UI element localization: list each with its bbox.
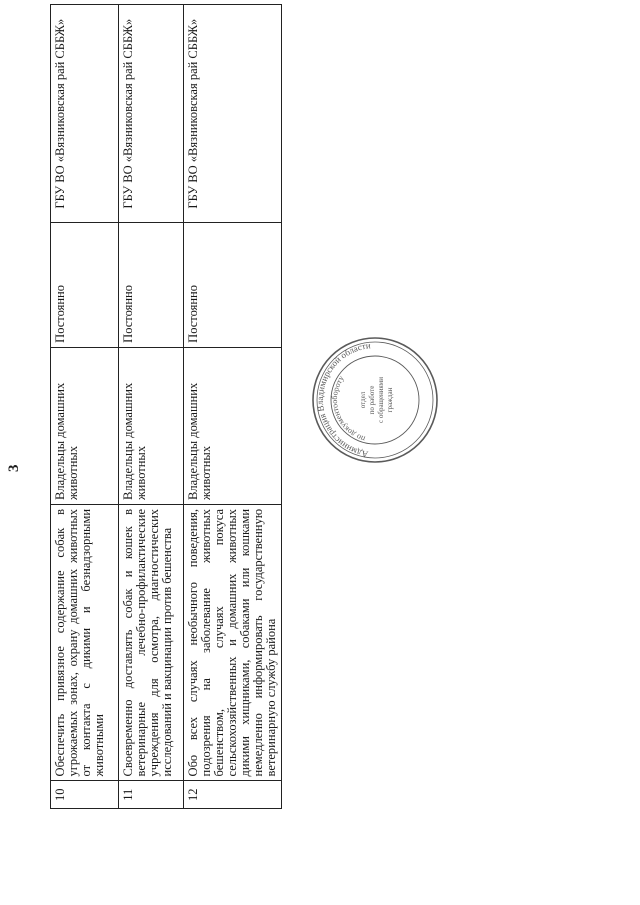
- measure-text: Обеспечить привязное содержание собак в угрожаемых зонах, охрану домашних животных от контакта с дикими и безнадзорными животными: [51, 504, 119, 781]
- executor: ГБУ ВО «Вязниковская рай СББЖ»: [184, 5, 282, 223]
- responsible-party: Владельцы домашних животных: [184, 347, 282, 504]
- term: Постоянно: [184, 223, 282, 347]
- measure-text: Обо всех случаях необычного поведения, подозрения на заболевание животных бешенством, случаях покуса сельскохозяйственных и домашних животных дикими хищниками, собаками или кошками немедленно информировать государственную ветеринарную службу района: [184, 504, 282, 781]
- responsible-party: Владельцы домашних животных: [119, 347, 184, 504]
- measure-text: Своевременно доставлять собак и кошек в ветеринарные лечебно-профилактические учреждения для осмотра, диагностических исследований и вакцинации против бешенства: [119, 504, 184, 781]
- responsible-party: Владельцы домашних животных: [51, 347, 119, 504]
- term: Постоянно: [51, 223, 119, 347]
- table-row: [184, 5, 282, 809]
- executor: ГБУ ВО «Вязниковская рай СББЖ»: [119, 5, 184, 223]
- row-number: 12: [184, 781, 282, 809]
- stamp-center-line: граждан: [386, 387, 394, 413]
- measures-table: [50, 4, 282, 809]
- stamp-outer-text: Администрация Владимирской области: [314, 340, 372, 460]
- stamp-center-line: отдел: [359, 391, 367, 409]
- official-stamp: [310, 335, 440, 465]
- table-row: [119, 5, 184, 809]
- table-row: [51, 5, 119, 809]
- executor: ГБУ ВО «Вязниковская рай СББЖ»: [51, 5, 119, 223]
- row-number: 11: [119, 781, 184, 809]
- term: Постоянно: [119, 223, 184, 347]
- stamp-center-line: по работе: [368, 385, 376, 415]
- page-number: 3: [6, 464, 22, 472]
- stamp-center-line: с обращениями: [377, 377, 385, 423]
- stamp-seal-icon: [310, 335, 440, 465]
- stamp-inner-text: по документообороту: [329, 374, 367, 444]
- row-number: 10: [51, 781, 119, 809]
